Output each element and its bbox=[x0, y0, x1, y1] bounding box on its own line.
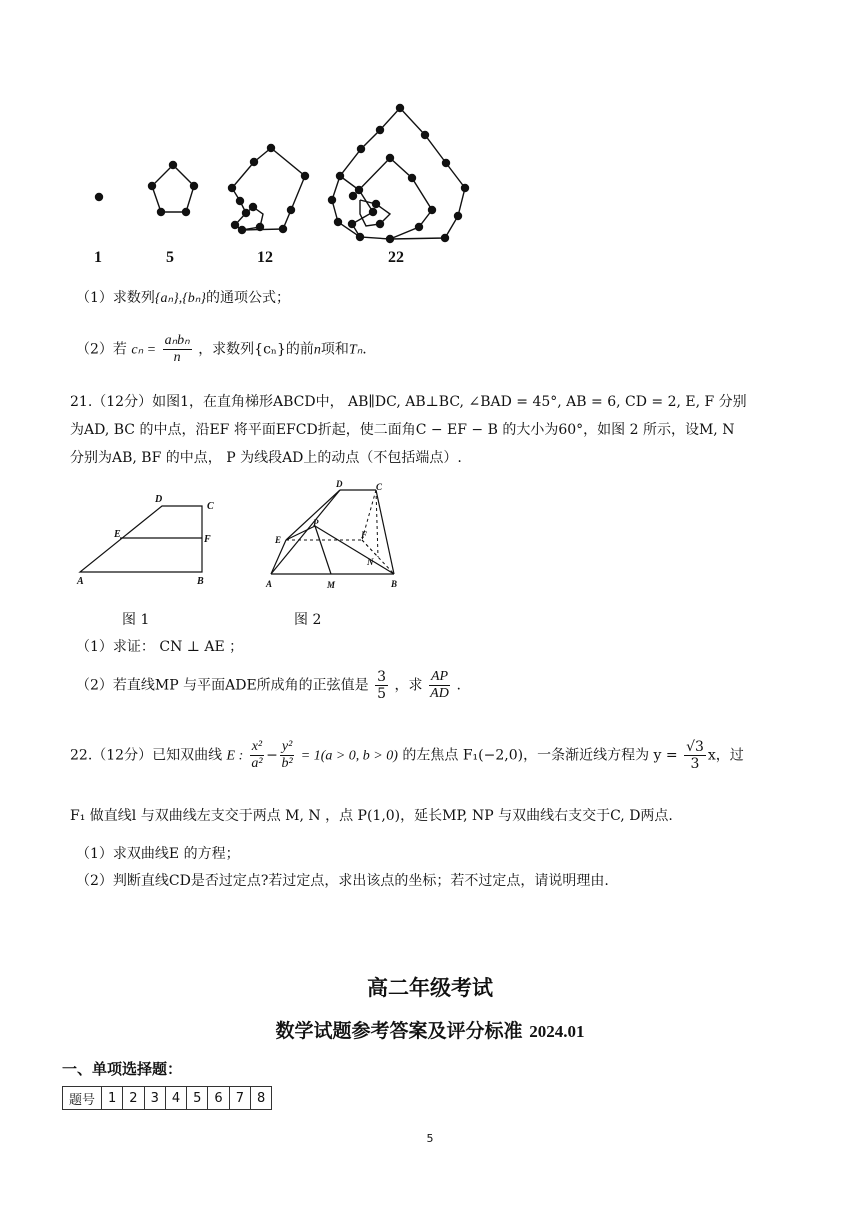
table-cell: 5 bbox=[187, 1087, 208, 1110]
q21-stem-line3: 分别为AB, BF 的中点， P 为线段AD上的动点（不包括端点）. bbox=[70, 450, 462, 466]
q22-minus: − bbox=[266, 747, 278, 764]
answer-date: 2024.01 bbox=[529, 1022, 585, 1041]
q22-eq-rest: = 1(a > 0, b > 0) bbox=[300, 748, 398, 764]
table-cell: 7 bbox=[229, 1087, 250, 1110]
folded-solid-figure-2 bbox=[262, 476, 412, 596]
fig2-label: E bbox=[275, 535, 282, 545]
q20-p2-mid: ，求数列{cₙ}的前 bbox=[198, 341, 314, 358]
fig2-label: F bbox=[361, 530, 368, 540]
frac-num: 3 bbox=[377, 669, 387, 685]
q20-fraction bbox=[163, 333, 192, 366]
fig2-label: D bbox=[336, 479, 343, 489]
q21-sine-fraction bbox=[375, 669, 388, 702]
q21-p2-mid: ，求 bbox=[394, 677, 423, 694]
fig-label: 12 bbox=[257, 249, 273, 266]
q21-stem-line2: 为AD, BC 的中点，沿EF 将平面EFCD折起，使二面角C − EF − B 的大小为60°，如图 2 所示，设M, N bbox=[70, 422, 735, 438]
q22-part2: （2）判断直线CD是否过定点?若过定点，求出该点的坐标；若不过定点，请说明理由. bbox=[76, 873, 609, 889]
frac-den: n bbox=[173, 350, 181, 365]
fig2-label: B bbox=[391, 579, 398, 589]
q22-stem-line1 bbox=[70, 739, 744, 772]
fig1-label: A bbox=[77, 576, 84, 587]
frac-num: y² bbox=[281, 739, 293, 754]
q20-p2-lhs: cₙ = bbox=[131, 342, 157, 358]
table-cell: 1 bbox=[102, 1087, 123, 1110]
fig-label: 5 bbox=[166, 249, 174, 266]
q21-stem-line1: 21.（12分）如图1，在直角梯形ABCD中， AB∥DC, AB⊥BC, ∠BAD = 45°, AB = 6, CD = 2, E, F 分别 bbox=[70, 394, 747, 410]
q22-eq-E: E : bbox=[226, 748, 244, 764]
q20-part2 bbox=[76, 333, 367, 366]
fig2-caption: 图 2 bbox=[294, 612, 322, 628]
frac-num: aₙbₙ bbox=[164, 333, 190, 348]
table-cell: 3 bbox=[144, 1087, 165, 1110]
frac-den: a² bbox=[251, 756, 263, 771]
table-cell: 4 bbox=[165, 1087, 186, 1110]
q20-p1-suffix: 的通项公式； bbox=[205, 290, 290, 306]
fig1-label: D bbox=[155, 494, 163, 505]
frac-num: AP bbox=[430, 669, 449, 684]
q22-asym-fraction bbox=[684, 739, 706, 772]
q20-p1-prefix: （1）求数列 bbox=[76, 290, 155, 306]
q22-x-fraction bbox=[250, 739, 264, 772]
section-heading: 一、单项选择题： bbox=[62, 1060, 183, 1078]
q20-p2-prefix: （2）若 bbox=[76, 341, 127, 358]
fig1-label: E bbox=[114, 529, 121, 540]
q22-focus-text: 的左焦点 F₁(−2,0)，一条渐近线方程为 y = bbox=[402, 747, 678, 764]
frac-den: b² bbox=[281, 756, 293, 771]
frac-num: √3 bbox=[686, 739, 704, 755]
table-cell: 2 bbox=[123, 1087, 144, 1110]
q20-p2-end: . bbox=[362, 341, 367, 358]
q20-part1 bbox=[76, 287, 290, 307]
fig2-label: P bbox=[313, 518, 319, 528]
answer-table bbox=[62, 1086, 272, 1110]
frac-den: 5 bbox=[377, 686, 387, 702]
answer-title: 高二年级考试 bbox=[367, 976, 493, 1000]
answer-subtitle-text: 数学试题参考答案及评分标准 bbox=[275, 1020, 523, 1042]
trapezoid-figure-1 bbox=[70, 490, 230, 590]
fig-label: 1 bbox=[94, 249, 102, 266]
q22-prefix: 22.（12分）已知双曲线 bbox=[70, 747, 223, 764]
q22-y-fraction bbox=[280, 739, 294, 772]
q22-part1: （1）求双曲线E 的方程； bbox=[76, 846, 240, 862]
fig2-label: C bbox=[376, 482, 383, 492]
table-cell: 6 bbox=[208, 1087, 229, 1110]
frac-den: AD bbox=[430, 686, 449, 701]
q21-p2-end: . bbox=[456, 677, 461, 694]
answer-subtitle bbox=[0, 1016, 860, 1043]
fig1-caption: 图 1 bbox=[122, 612, 150, 628]
fig2-label: A bbox=[266, 579, 273, 589]
fig2-label: M bbox=[327, 580, 336, 590]
q21-part2 bbox=[76, 669, 461, 702]
q21-ratio-fraction bbox=[429, 669, 450, 702]
fig1-label: B bbox=[197, 576, 204, 587]
q20-p2-T: Tₙ bbox=[348, 342, 363, 358]
q20-p2-n: n bbox=[313, 342, 321, 358]
table-cell: 8 bbox=[250, 1087, 271, 1110]
q22-stem-line2: F₁ 做直线l 与双曲线左支交于两点 M, N ，点 P(1,0)，延长MP, NP 与双曲线右支交于C, D两点. bbox=[70, 808, 673, 824]
table-row bbox=[63, 1087, 272, 1110]
q20-p2-suffix: 项和 bbox=[320, 341, 349, 358]
fig1-label: C bbox=[207, 501, 214, 512]
frac-den: 3 bbox=[690, 756, 700, 772]
fig2-label: N bbox=[367, 557, 374, 567]
q20-p1-seq: {aₙ},{bₙ} bbox=[154, 291, 206, 306]
page-number: 5 bbox=[426, 1132, 434, 1145]
q21-p2-prefix: （2）若直线MP 与平面ADE所成角的正弦值是 bbox=[76, 677, 369, 694]
fig-label: 22 bbox=[388, 249, 404, 266]
frac-num: x² bbox=[251, 739, 263, 754]
fig1-label: F bbox=[204, 534, 211, 545]
q21-part1: （1）求证： CN ⊥ AE ； bbox=[76, 639, 244, 655]
table-cell: 题号 bbox=[63, 1087, 102, 1110]
pentagonal-numbers-figure bbox=[70, 96, 510, 274]
q22-asym-end: x，过 bbox=[707, 747, 744, 764]
